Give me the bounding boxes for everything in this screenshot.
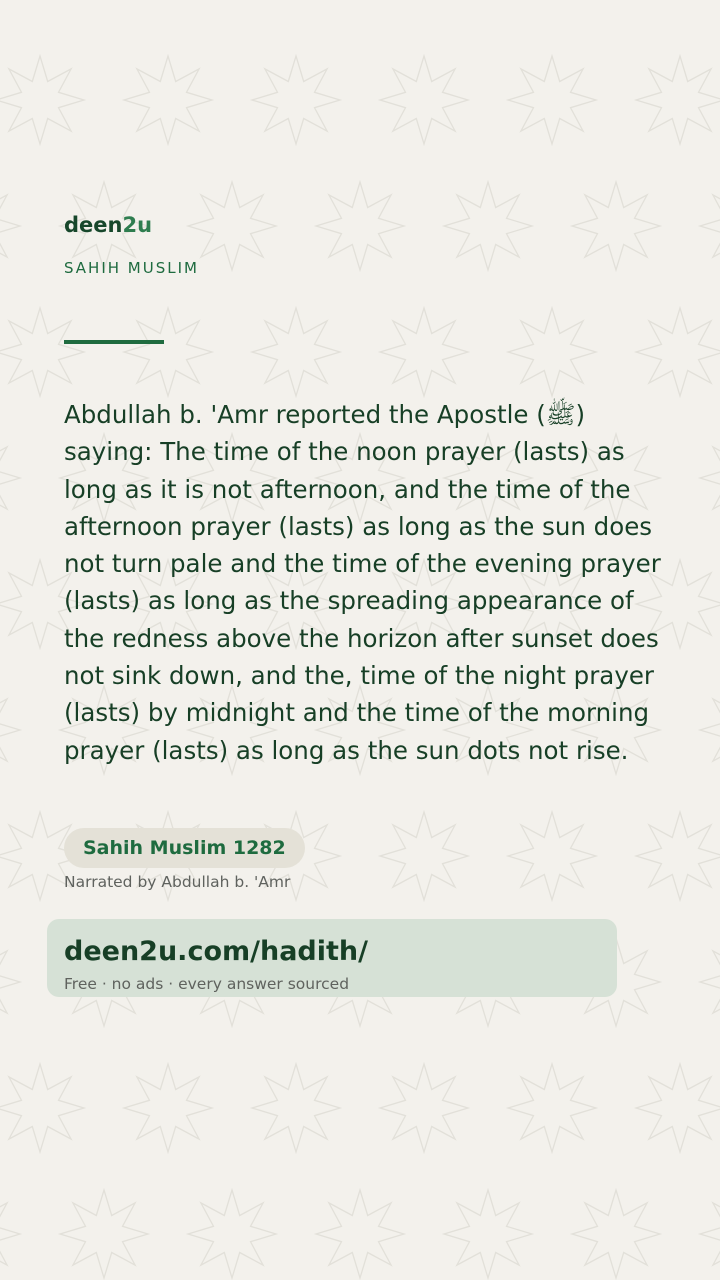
hadith-text: Abdullah b. 'Amr reported the Apostle (ﷺ) saying: The time of the noon prayer (lasts) as long as it is not afternoon, and the time of the afternoon prayer (lasts) as long as the sun does not turn pale and the time of the evening prayer (lasts) as long as the spreading appearance of the redness above the horizon after sunset does not sink down, and the, time of the night prayer (lasts) by midnight and the time of the morning prayer (lasts) as long as the sun dots not rise. bbox=[64, 400, 661, 765]
brand-suffix: 2u bbox=[122, 213, 153, 237]
brand-logo bbox=[64, 211, 152, 239]
cta-url-link[interactable]: deen2u.com/hadith/ bbox=[64, 936, 369, 967]
cta-banner[interactable] bbox=[47, 919, 617, 997]
collection-label: SAHIH MUSLIM bbox=[64, 259, 199, 277]
brand-prefix: deen bbox=[64, 213, 123, 237]
narrator-text: Narrated by Abdullah b. 'Amr bbox=[64, 873, 291, 891]
divider bbox=[64, 340, 164, 344]
cta-tagline: Free · no ads · every answer sourced bbox=[64, 975, 350, 993]
hadith-reference-badge[interactable]: Sahih Muslim 1282 bbox=[64, 828, 305, 868]
